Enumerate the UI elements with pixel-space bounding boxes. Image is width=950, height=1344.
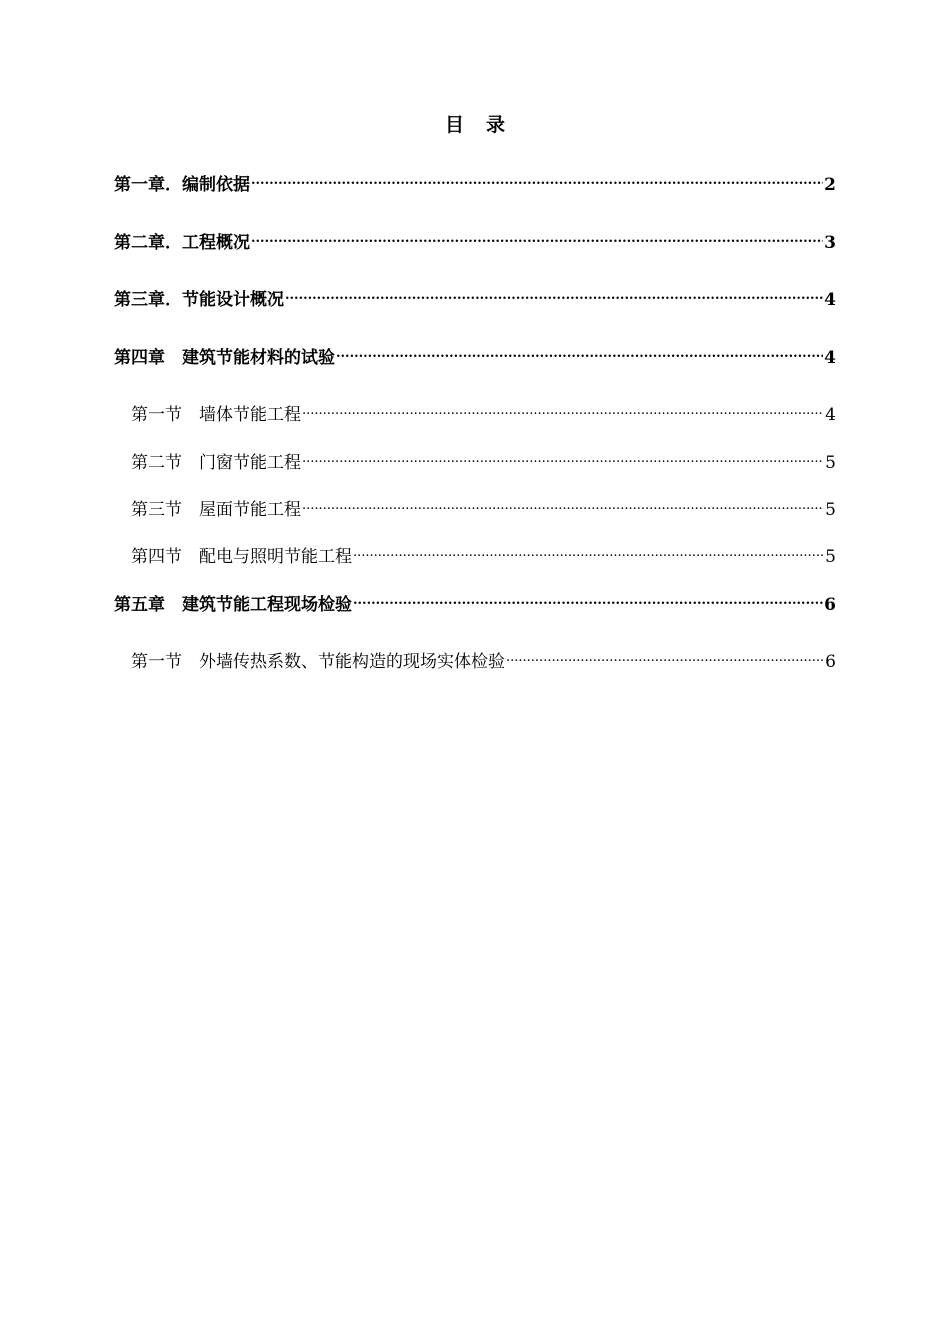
- toc-entry-label: 第一节 墙体节能工程: [131, 405, 301, 425]
- toc-entry-label: 第四章 建筑节能材料的试验: [114, 348, 335, 368]
- toc-entry-page: 5: [825, 547, 836, 567]
- toc-entry-label: 第一节 外墙传热系数、节能构造的现场实体检验: [131, 652, 505, 672]
- toc-entry-section-4-4[interactable]: [131, 540, 836, 568]
- toc-entry-page: 4: [825, 405, 836, 425]
- toc-leader-dots: [302, 398, 824, 420]
- toc-entry-label: 第二章．工程概况: [114, 233, 250, 253]
- toc-leader-dots: [302, 446, 824, 468]
- toc-title-right: 录: [486, 114, 506, 136]
- toc-entry-label: 第三节 屋面节能工程: [131, 500, 301, 520]
- toc-entry-page: 2: [824, 175, 836, 195]
- toc-entry-page: 5: [825, 453, 836, 473]
- toc-entry-label: 第五章 建筑节能工程现场检验: [114, 595, 352, 615]
- toc-entry-section-4-3[interactable]: [131, 493, 836, 521]
- toc-entry-page: 5: [825, 500, 836, 520]
- toc-entry-chapter-1[interactable]: [114, 168, 836, 196]
- toc-leader-dots: [285, 283, 823, 305]
- toc-leader-dots: [506, 645, 824, 667]
- toc-entry-label: 第一章．编制依据: [114, 175, 250, 195]
- toc-leader-dots: [353, 588, 823, 610]
- toc-entry-chapter-4[interactable]: [114, 341, 836, 369]
- toc-entry-page: 6: [824, 595, 836, 615]
- toc-title-left: 目: [444, 114, 464, 136]
- toc-entry-label: 第四节 配电与照明节能工程: [131, 547, 352, 567]
- toc-leader-dots: [353, 540, 824, 562]
- toc-entry-chapter-2[interactable]: [114, 226, 836, 254]
- toc-entry-label: 第二节 门窗节能工程: [131, 453, 301, 473]
- toc-entry-chapter-5[interactable]: [114, 588, 836, 616]
- toc-entry-section-5-1[interactable]: [131, 645, 836, 673]
- toc-title: [0, 110, 950, 137]
- toc-leader-dots: [251, 168, 823, 190]
- toc-entry-section-4-2[interactable]: [131, 446, 836, 474]
- toc-entry-page: 4: [824, 348, 836, 368]
- toc-entry-chapter-3[interactable]: [114, 283, 836, 311]
- toc-leader-dots: [336, 341, 823, 363]
- toc-entry-page: 4: [824, 290, 836, 310]
- toc-entry-section-4-1[interactable]: [131, 398, 836, 426]
- toc-leader-dots: [302, 493, 824, 515]
- toc-leader-dots: [251, 226, 823, 248]
- toc-entry-label: 第三章．节能设计概况: [114, 290, 284, 310]
- toc-entry-page: 6: [825, 652, 836, 672]
- toc-entry-page: 3: [824, 233, 836, 253]
